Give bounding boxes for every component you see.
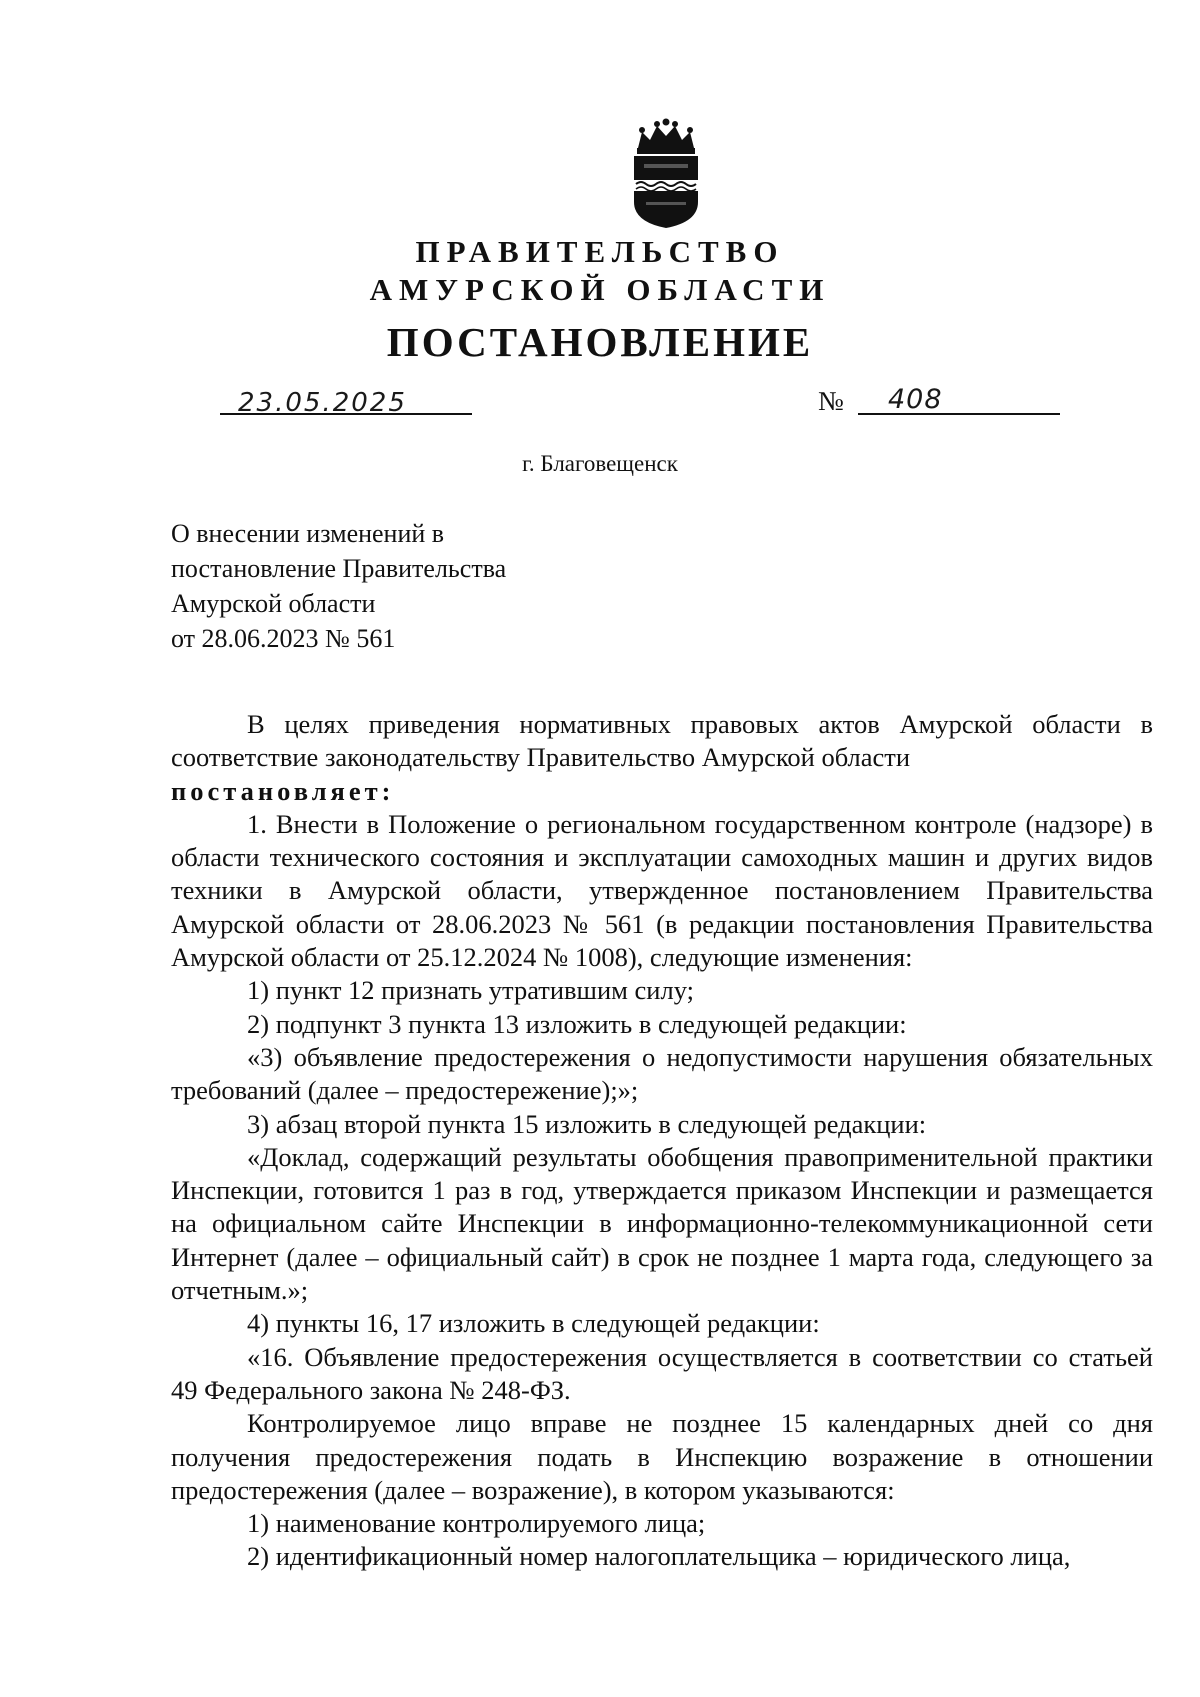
- org-name-line-2: АМУРСКОЙ ОБЛАСТИ: [369, 272, 831, 307]
- handwritten-date: 23.05.2025: [238, 388, 407, 418]
- body-paragraph: Контролируемое лицо вправе не позднее 15 календарных дней со дня получения предостережения подать в Инспекцию возражение в отношении предостережения (далее – возражение), в котором указываются:: [171, 1408, 1153, 1505]
- number-sign: №: [818, 386, 844, 416]
- body-paragraph: 1) пункт 12 признать утратившим силу;: [247, 975, 694, 1006]
- subject-line: О внесении изменений в: [171, 519, 445, 548]
- body-paragraph: 3) абзац второй пункта 15 изложить в следующей редакции:: [247, 1108, 927, 1139]
- document-type-title: ПОСТАНОВЛЕНИЕ: [386, 319, 814, 365]
- subject-block: [171, 516, 506, 656]
- body-paragraph: 1. Внести в Положение о региональном государственном контроле (надзоре) в области технического состояния и эксплуатации самоходных машин и других видов техники в Амурской области, утвержденное постановлением Правительства Амурской области от 28.06.2023 № 561 (в редакции постановления Правительства Амурской области от 25.12.2024 № 1008), следующие изменения:: [171, 808, 1153, 973]
- org-name-line-1: ПРАВИТЕЛЬСТВО: [415, 234, 785, 269]
- body-paragraph: «16. Объявление предостережения осуществляется в соответствии со статьей 49 Федерального закона № 248-ФЗ.: [171, 1341, 1153, 1405]
- subject-line: постановление Правительства: [171, 554, 507, 583]
- body-paragraph: «Доклад, содержащий результаты обобщения правоприменительной практики Инспекции, готовится 1 раз в год, утверждается приказом Инспекции и размещается на официальном сайте Инспекции в информационно-телекоммуникационной сети Интернет (далее – официальный сайт) в срок не позднее 1 марта года, следующего за отчетным.»;: [171, 1141, 1153, 1306]
- preamble-paragraph: В целях приведения нормативных правовых актов Амурской области в соответствие законодательству Правительство Амурской области: [171, 709, 1153, 773]
- subject-line: от 28.06.2023 № 561: [171, 624, 396, 653]
- city-name: г. Благовещенск: [522, 451, 678, 476]
- number-underline: [858, 413, 1060, 415]
- document-body: [171, 708, 1153, 1574]
- body-paragraph: 2) идентификационный номер налогоплательщика – юридического лица,: [247, 1541, 1071, 1572]
- body-paragraph: «3) объявление предостережения о недопустимости нарушения обязательных требований (далее – предостережение);»;: [171, 1041, 1153, 1106]
- body-paragraph: 4) пункты 16, 17 изложить в следующей редакции:: [247, 1308, 820, 1339]
- decree-word: постановляет:: [171, 775, 395, 806]
- date-underline: [220, 413, 472, 415]
- body-paragraph: 1) наименование контролируемого лица;: [247, 1508, 706, 1539]
- handwritten-document-number: 408: [888, 384, 943, 415]
- body-paragraph: 2) подпункт 3 пункта 13 изложить в следующей редакции:: [247, 1008, 907, 1039]
- subject-line: Амурской области: [171, 589, 376, 618]
- amur-region-coat-of-arms-icon: [628, 118, 704, 230]
